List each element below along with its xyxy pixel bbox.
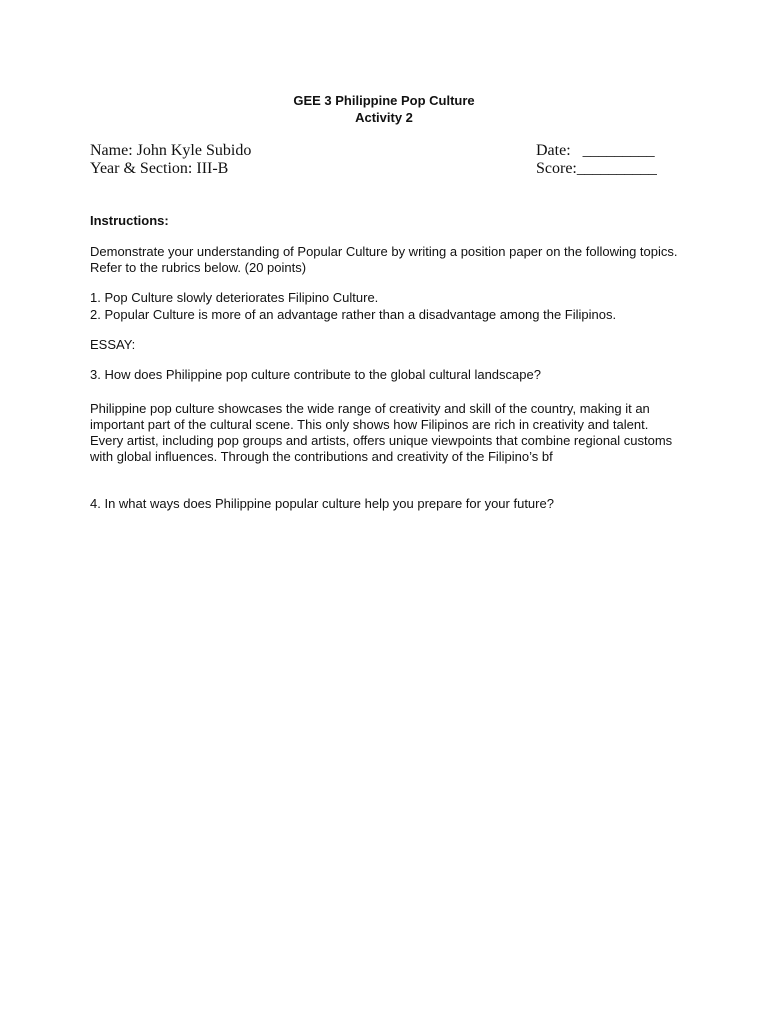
instructions-heading: Instructions: bbox=[90, 213, 169, 228]
topic-item-2: 2. Popular Culture is more of an advantage rather than a disadvantage among the Filipinos. bbox=[90, 307, 617, 322]
year-section: Year & Section: III-B bbox=[90, 160, 229, 177]
student-name: Name: John Kyle Subido bbox=[90, 142, 252, 159]
activity-title: Activity 2 bbox=[355, 110, 413, 125]
essay-heading: ESSAY: bbox=[90, 337, 136, 352]
date-field: Date: _________ bbox=[536, 142, 655, 159]
topic-item-1: 1. Pop Culture slowly deteriorates Filipino Culture. bbox=[90, 290, 379, 305]
course-title: GEE 3 Philippine Pop Culture bbox=[293, 93, 475, 108]
instructions-text: Demonstrate your understanding of Popular Culture by writing a position paper on the following topics. Refer to the rubrics below. (20 points) bbox=[90, 244, 678, 275]
question-4: 4. In what ways does Philippine popular culture help you prepare for your future? bbox=[90, 496, 554, 511]
question-3: 3. How does Philippine pop culture contribute to the global cultural landscape? bbox=[90, 367, 541, 382]
answer-3: Philippine pop culture showcases the wide range of creativity and skill of the country, making it an important part of the cultural scene. This only shows how Filipinos are rich in creativity and talent. Every artist, including pop groups and artists, offers unique viewpoints that combine regional customs with global influences. Through the contributions and creativity of the Filipino’s bf bbox=[90, 401, 673, 464]
score-field: Score:__________ bbox=[536, 160, 657, 177]
